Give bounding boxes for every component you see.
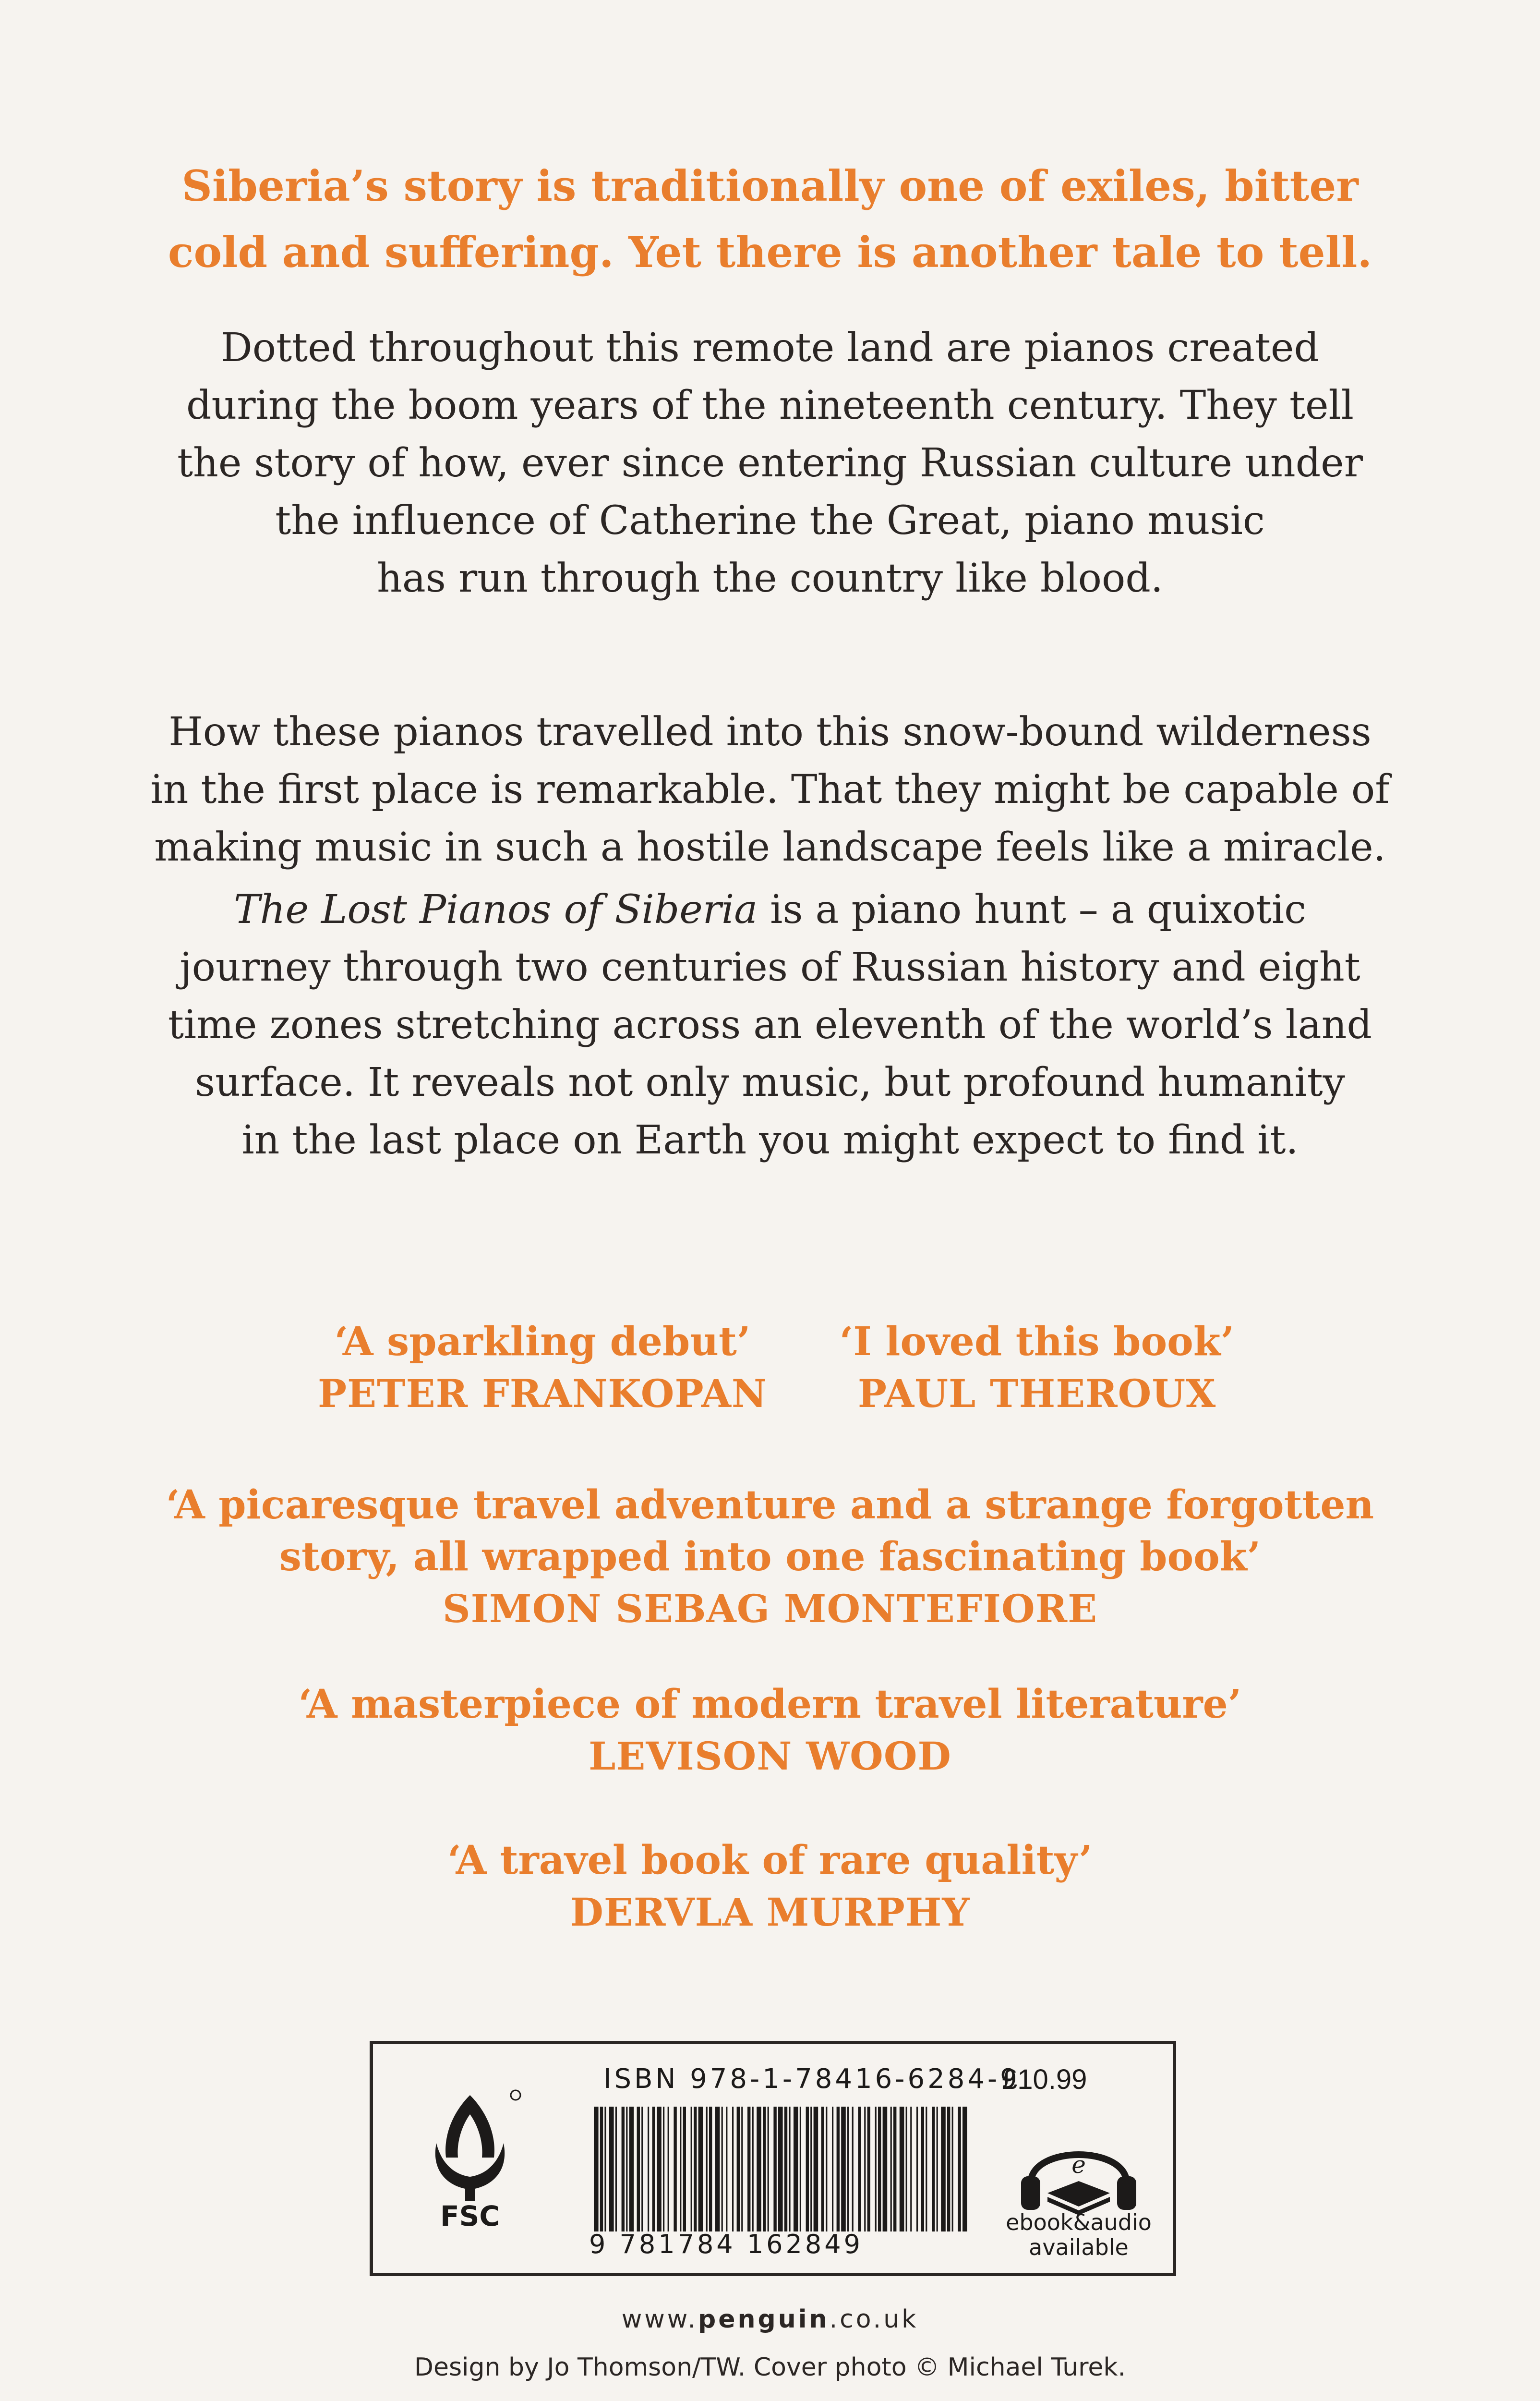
headphones-book-icon	[1007, 2126, 1151, 2217]
barcode-bar	[622, 2107, 625, 2231]
barcode-bar	[778, 2107, 783, 2231]
barcode-bar	[890, 2107, 892, 2231]
review-quote-3	[0, 1479, 1540, 1635]
barcode-bar	[732, 2107, 734, 2231]
quote-author: DERVLA MURPHY	[570, 1890, 970, 1935]
barcode-bar	[706, 2107, 708, 2231]
barcode-bar	[883, 2107, 888, 2231]
barcode-bar	[691, 2107, 692, 2231]
isbn-digits: 9 781784 162849	[589, 2229, 863, 2259]
blurb-paragraph-2	[0, 703, 1540, 876]
barcode-bar	[962, 2107, 967, 2231]
para3-line-1-rest: is a piano hunt – a quixotic	[758, 887, 1307, 933]
barcode-bar	[875, 2107, 877, 2231]
barcode-bar	[773, 2107, 776, 2231]
lead-statement	[0, 153, 1540, 285]
para1-line: has run through the country like blood.	[377, 556, 1163, 601]
barcode-bar	[668, 2107, 669, 2231]
barcode-bar	[858, 2107, 861, 2231]
barcode-bar	[652, 2107, 655, 2231]
barcode-bar	[698, 2107, 703, 2231]
barcode-bar	[926, 2107, 927, 2231]
barcode-bar	[958, 2107, 961, 2231]
barcode-bar	[841, 2107, 846, 2231]
website-prefix: www.	[621, 2305, 698, 2334]
barcode-bar	[906, 2107, 907, 2231]
barcode-bar	[626, 2107, 627, 2231]
review-quote-4	[0, 1678, 1540, 1782]
para3-line-5: in the last place on Earth you might expect to find it.	[241, 1117, 1299, 1163]
barcode-bar	[814, 2107, 818, 2231]
barcode-bar	[910, 2107, 912, 2231]
website-brand: penguin	[698, 2305, 830, 2334]
quote-author: LEVISON WOOD	[589, 1734, 951, 1779]
para2-line: in the first place is remarkable. That they might be capable of	[150, 767, 1390, 812]
barcode-bar	[810, 2107, 812, 2231]
barcode-bar	[878, 2107, 881, 2231]
barcode-bar	[893, 2107, 896, 2231]
para1-line: during the boom years of the nineteenth century. They tell	[186, 383, 1354, 428]
barcode-bar	[832, 2107, 833, 2231]
barcode-bar	[916, 2107, 918, 2231]
barcode-bar	[763, 2107, 766, 2231]
barcode-bar	[604, 2107, 606, 2231]
design-credit: Design by Jo Thomson/TW. Cover photo © Michael Turek.	[414, 2353, 1126, 2382]
barcode-bar	[784, 2107, 787, 2231]
barcode-bar	[789, 2107, 790, 2231]
para2-line: How these pianos travelled into this snow-bound wilderness	[168, 709, 1372, 755]
barcode-bar	[629, 2107, 634, 2231]
price: £10.99	[1002, 2064, 1087, 2095]
barcode-bar	[847, 2107, 849, 2231]
barcode-bar	[867, 2107, 870, 2231]
barcode-bar	[722, 2107, 723, 2231]
barcode-panel	[370, 2041, 1176, 2276]
barcode-bar	[683, 2107, 686, 2231]
barcode-bar	[594, 2107, 599, 2231]
barcode-bar	[637, 2107, 640, 2231]
isbn-label: ISBN 978-1-78416-6284-9	[603, 2063, 1020, 2095]
barcode-bar	[852, 2107, 854, 2231]
barcode-bar	[800, 2107, 801, 2231]
barcode-bar	[864, 2107, 866, 2231]
barcode-bar	[663, 2107, 664, 2231]
barcode-bar	[680, 2107, 681, 2231]
audio-label	[992, 2210, 1165, 2260]
para3-line-2: journey through two centuries of Russian history and eight	[180, 945, 1360, 990]
barcode-bar	[726, 2107, 727, 2231]
blurb-paragraph-1	[0, 319, 1540, 607]
quote-text: ‘A sparkling debut’	[334, 1319, 751, 1365]
fsc-logo-icon	[417, 2086, 523, 2230]
quote-author: SIMON SEBAG MONTEFIORE	[442, 1586, 1098, 1631]
barcode-bar	[615, 2107, 617, 2231]
barcode-bar	[752, 2107, 754, 2231]
barcode-bar	[674, 2107, 676, 2231]
barcode-bar	[657, 2107, 662, 2231]
lead-line-2: cold and suffering. Yet there is another tale to tell.	[168, 227, 1372, 277]
audio-label-line-2: available	[1029, 2234, 1129, 2260]
barcode-bar	[837, 2107, 840, 2231]
para1-line: the story of how, ever since entering Russian culture under	[177, 440, 1363, 486]
fsc-label: FSC	[440, 2200, 500, 2230]
barcode-bar	[715, 2107, 720, 2231]
barcode-bar	[937, 2107, 938, 2231]
barcode-bar	[900, 2107, 904, 2231]
quote-text: ‘I loved this book’	[839, 1319, 1235, 1365]
barcode-bar	[747, 2107, 750, 2231]
review-quote-1	[298, 1316, 787, 1419]
quote-author: PETER FRANKOPAN	[317, 1371, 768, 1416]
blurb-paragraph-3	[0, 881, 1540, 1169]
para1-line: the influence of Catherine the Great, piano music	[275, 498, 1265, 544]
barcode-bar	[952, 2107, 953, 2231]
quote-text-line-2: story, all wrapped into one fascinating book’	[279, 1534, 1261, 1580]
svg-text:e: e	[1071, 2151, 1086, 2179]
barcode-bar	[648, 2107, 649, 2231]
quote-text: ‘A travel book of rare quality’	[447, 1837, 1093, 1883]
barcode-bar	[941, 2107, 946, 2231]
barcode-bar	[600, 2107, 603, 2231]
barcode-bar	[794, 2107, 798, 2231]
barcode-bar	[694, 2107, 697, 2231]
barcode-bar	[609, 2107, 614, 2231]
book-title: The Lost Pianos of Siberia	[233, 887, 758, 933]
barcode-bar	[932, 2107, 935, 2231]
barcode-bar	[921, 2107, 924, 2231]
barcode-bar	[947, 2107, 950, 2231]
website-link[interactable]	[0, 2305, 1540, 2334]
para2-line: making music in such a hostile landscape feels like a miracle.	[154, 825, 1386, 870]
quote-text: ‘A masterpiece of modern travel literature’	[298, 1681, 1242, 1727]
barcode-bar	[806, 2107, 809, 2231]
quote-text-line-1: ‘A picaresque travel adventure and a strange forgotten	[166, 1482, 1374, 1528]
barcode-bar	[709, 2107, 712, 2231]
barcode-bar	[737, 2107, 740, 2231]
review-quote-2	[816, 1316, 1258, 1419]
barcode-bar	[757, 2107, 761, 2231]
barcode-bar	[768, 2107, 769, 2231]
para3-line-1	[0, 881, 1540, 939]
barcode-bar	[641, 2107, 643, 2231]
barcode-bar	[826, 2107, 827, 2231]
lead-line-1: Siberia’s story is traditionally one of exiles, bitter	[181, 161, 1359, 211]
review-quote-5	[0, 1834, 1540, 1938]
website-suffix: .co.uk	[829, 2305, 919, 2334]
para3-line-3: time zones stretching across an eleventh of the world’s land	[168, 1002, 1372, 1048]
barcode-icon	[589, 2107, 973, 2231]
barcode-bar	[821, 2107, 824, 2231]
para3-line-4: surface. It reveals not only music, but profound humanity	[195, 1060, 1345, 1105]
quote-author: PAUL THEROUX	[857, 1371, 1216, 1416]
audio-label-line-1: ebook&audio	[1006, 2209, 1152, 2235]
barcode-bar	[741, 2107, 743, 2231]
para1-line: Dotted throughout this remote land are pianos created	[221, 325, 1319, 371]
